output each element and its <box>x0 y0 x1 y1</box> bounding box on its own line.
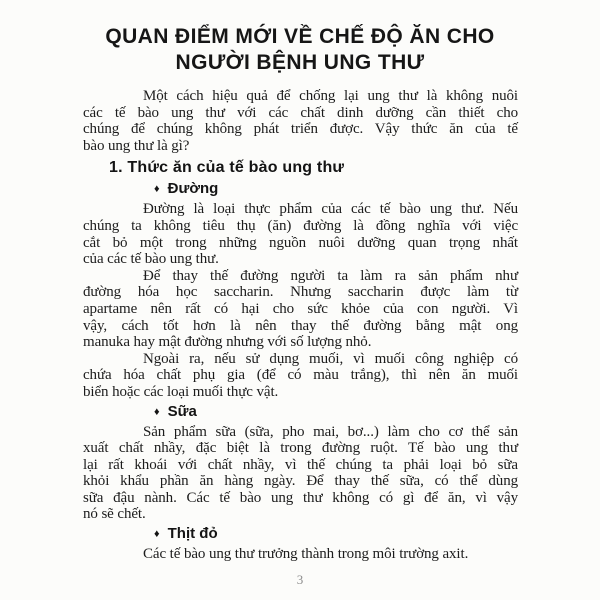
page-title-line-1: QUAN ĐIỂM MỚI VỀ CHẾ ĐỘ ĂN CHO <box>105 25 495 48</box>
paragraph <box>83 268 518 351</box>
paragraph-line: xuất chất nhầy, đặc biệt là trong đường ruột. Tế bào ung thư <box>83 440 518 457</box>
bullet-label: Thịt đỏ <box>167 525 218 543</box>
paragraph-line: sữa đậu nành. Các tế bào ung thư không có gì để ăn, vì vậy <box>83 489 518 506</box>
paragraph <box>83 201 518 267</box>
bullet-item <box>154 180 518 199</box>
page-body <box>83 88 518 563</box>
page-number: 3 <box>296 572 304 587</box>
diamond-bullet-icon: ♦ <box>154 183 160 196</box>
paragraph-line: của các tế bào ung thư. <box>83 251 219 268</box>
paragraph <box>83 351 518 401</box>
paragraph-line: cắt bỏ một trong những nguồn nuôi dưỡng quan trọng nhất <box>83 234 518 251</box>
bullet-item <box>154 525 518 544</box>
paragraph-line: chứa hóa chất phụ gia (để có màu trắng), thì nên ăn muối <box>83 367 518 384</box>
paragraph-line: nó sẽ chết. <box>83 506 146 523</box>
paragraph-line: biển hoặc các loại muối thực vật. <box>83 383 279 400</box>
paragraph-line: Ngoài ra, nếu sử dụng muối, vì muối công nghiệp có <box>143 350 518 367</box>
paragraph-line: Một cách hiệu quả để chống lại ung thư là không nuôi <box>143 88 518 104</box>
paragraph-line: đường hóa học saccharin. Nhưng saccharin được làm từ <box>83 284 518 301</box>
paragraph-line: apartame nên rất có hại cho sức khỏe của con người. Vì <box>83 300 518 317</box>
paragraph <box>83 88 518 154</box>
paragraph-line: chúng để chúng không phát triển được. Vậy thức ăn của tế <box>83 121 518 138</box>
paragraph-line: Sản phẩm sữa (sữa, pho mai, bơ...) làm cho cơ thể sản <box>143 423 518 440</box>
paragraph-line: vậy, cách tốt hơn là nên thay thế đường bằng mật ong <box>83 317 518 334</box>
paragraph-line: các tế bào ung thư với các chất dinh dưỡng cần thiết cho <box>83 104 518 121</box>
paragraph-line: Các tế bào ung thư trưởng thành trong môi trường axit. <box>143 546 469 563</box>
paragraph-line: chúng ta không tiêu thụ (ăn) đường là đồng nghĩa với việc <box>83 217 518 234</box>
paragraph-line: khỏi khẩu phần ăn hàng ngày. Để thay thế sữa, có thể dùng <box>83 473 518 490</box>
bullet-item <box>154 403 518 422</box>
page-title <box>0 0 600 76</box>
paragraph <box>83 424 518 524</box>
paragraph-line: bào ung thư là gì? <box>83 137 190 154</box>
section-heading: 1. Thức ăn của tế bào ung thư <box>109 159 345 177</box>
paragraph-line: manuka hay mật đường nhưng với số lượng nhỏ. <box>83 334 372 351</box>
diamond-bullet-icon: ♦ <box>154 405 160 418</box>
paragraph <box>83 546 518 563</box>
paragraph-line: Đường là loại thực phẩm của các tế bào ung thư. Nếu <box>143 201 518 218</box>
page-title-line-2: NGƯỜI BỆNH UNG THƯ <box>175 51 425 74</box>
paragraph-line: lại rất khoái với chất nhầy, vì thế chúng ta phải loại bỏ sữa <box>83 456 518 473</box>
bullet-label: Sữa <box>167 402 197 420</box>
diamond-bullet-icon: ♦ <box>154 528 160 541</box>
bullet-label: Đường <box>167 180 219 198</box>
paragraph-line: Để thay thế đường người ta làm ra sản phẩm như <box>143 267 518 284</box>
